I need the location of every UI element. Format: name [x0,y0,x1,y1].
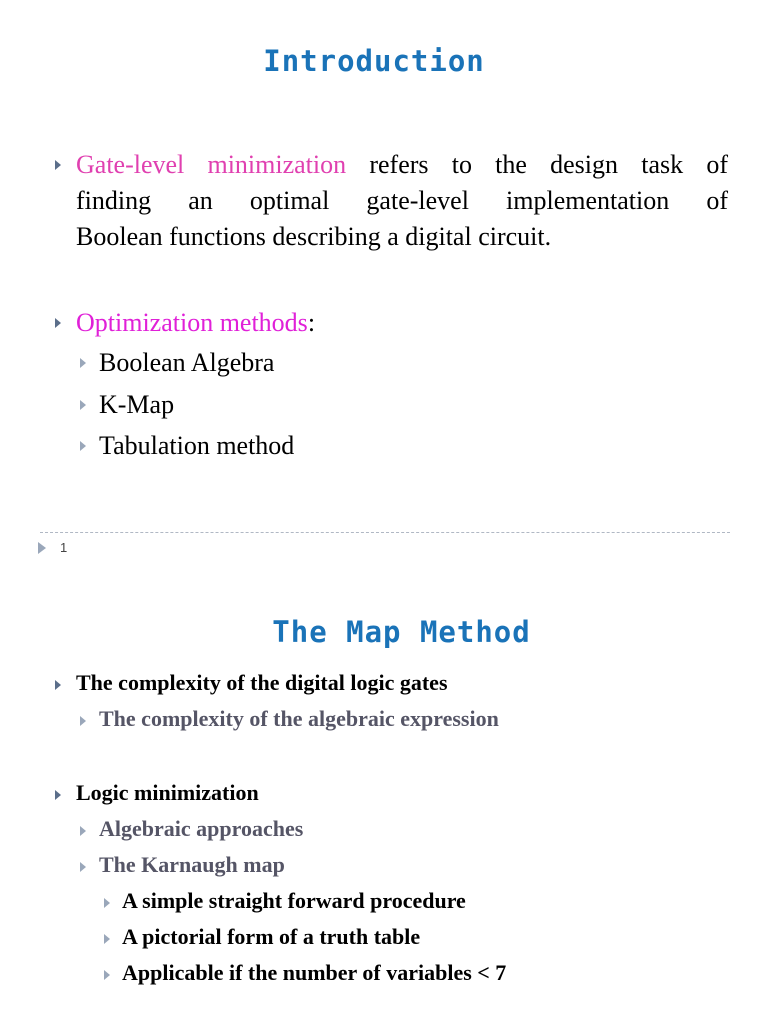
method-k-map: K-Map [99,390,175,419]
sub-bullet-arrow-icon [80,441,86,451]
slide1-title: Introduction [263,44,485,78]
sub-bullet-arrow-icon [80,716,86,726]
bullet1-line3: Boolean functions describing a digital circuit. [76,222,552,251]
item-complexity-expression: The complexity of the algebraic expression [99,706,499,731]
item-logic-minimization: Logic minimization [76,780,259,805]
item-algebraic-approaches: Algebraic approaches [99,816,304,841]
bullet1-line2: finding an optimal gate-level implementation of [76,186,728,215]
optimization-methods-colon: : [307,308,316,337]
sub-bullet-arrow-icon [80,826,86,836]
page-marker-icon [38,542,46,554]
item-applicable-variables: Applicable if the number of variables < 7 [122,960,507,985]
bullet-arrow-icon [55,790,61,800]
sub-bullet-arrow-icon [80,862,86,872]
sub-sub-bullet-arrow-icon [104,898,110,908]
item-pictorial-form: A pictorial form of a truth table [122,924,421,949]
bullet-arrow-icon [55,680,61,690]
method-boolean-algebra: Boolean Algebra [99,348,275,377]
bullet1-line1 [76,147,728,183]
gate-level-highlight: Gate-level minimization [76,150,347,179]
slide-divider [40,532,730,533]
item-simple-procedure: A simple straight forward procedure [122,888,466,913]
optimization-methods-highlight: Optimization methods [76,308,308,337]
sub-sub-bullet-arrow-icon [104,934,110,944]
slide1-bullet1-paragraph [76,147,728,255]
slide2-title: The Map Method [272,615,531,649]
item-complexity-gates: The complexity of the digital logic gates [76,670,448,695]
bullet1-line1-rest: refers to the design task of [346,150,728,179]
bullet-arrow-icon [55,160,61,170]
page-number: 1 [60,540,68,555]
bullet-arrow-icon [55,318,61,328]
slide1-bullet2 [76,305,315,341]
sub-sub-bullet-arrow-icon [104,970,110,980]
sub-bullet-arrow-icon [80,358,86,368]
sub-bullet-arrow-icon [80,400,86,410]
item-karnaugh-map: The Karnaugh map [99,852,285,877]
method-tabulation: Tabulation method [99,431,295,460]
